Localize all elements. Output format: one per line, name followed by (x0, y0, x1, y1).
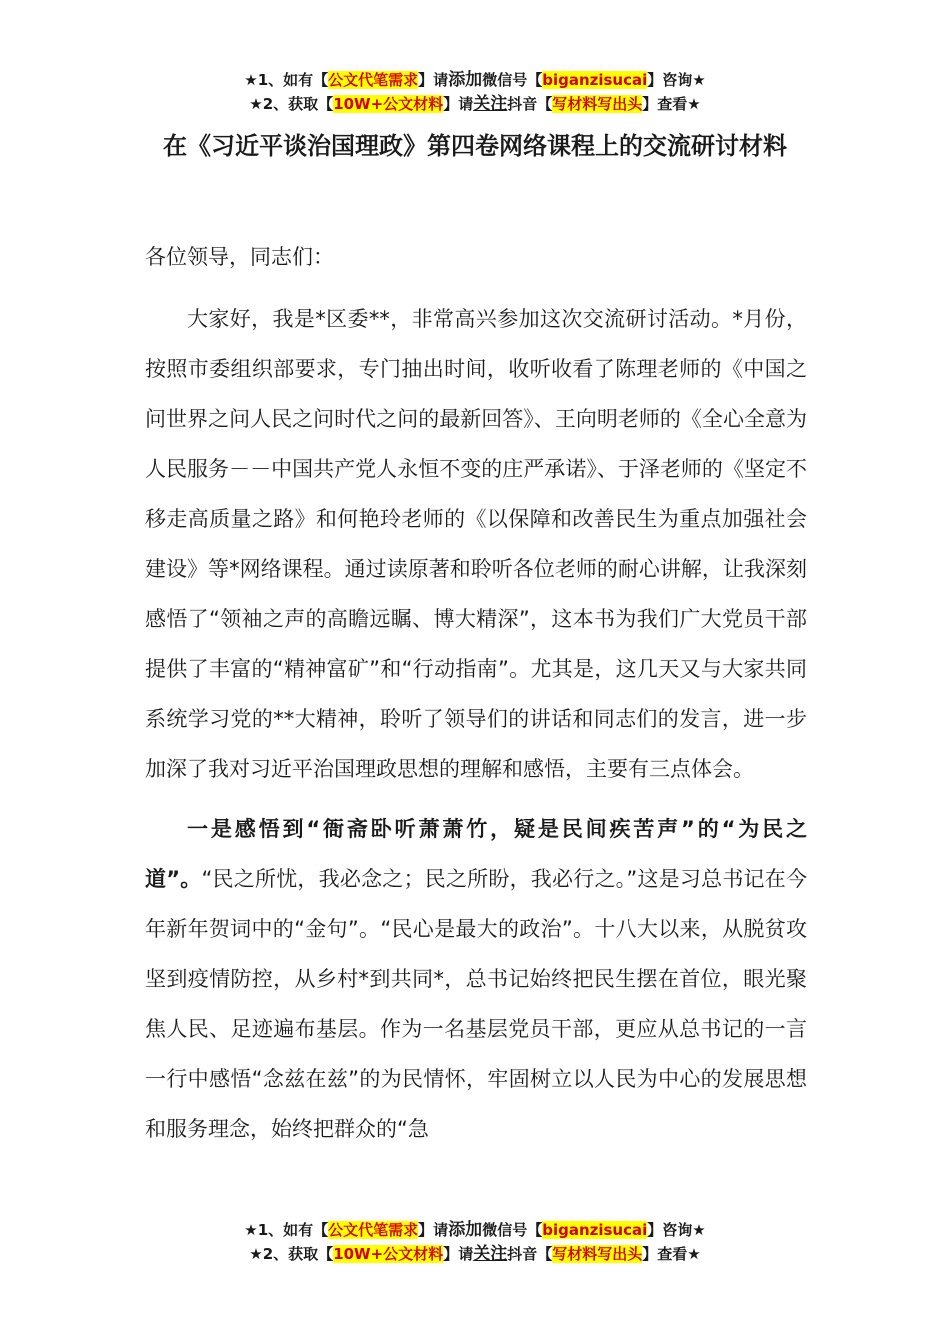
banner-highlight-materials: 10W+公文材料 (333, 95, 444, 113)
footer-line-1-mid2: 微信号【 (482, 1221, 543, 1239)
banner-line-1-mid1: 】请 (418, 71, 449, 89)
banner-emphasis-follow: 关注 (473, 94, 508, 114)
paragraph-2-heading: 一是感悟到“衙斋卧听萧萧竹，疑是民间疾苦声”的“为民之道”。 (145, 817, 807, 891)
footer-line-2-mid2: 抖音【 (507, 1245, 553, 1263)
footer-line-1-suffix: 】咨询★ (647, 1221, 706, 1239)
document-body (145, 232, 807, 1164)
document-title: 在《习近平谈治国理政》第四卷网络课程上的交流研讨材料 (163, 132, 787, 160)
banner-emphasis-add: 添加 (448, 70, 483, 90)
banner-line-1 (0, 68, 950, 92)
footer-emphasis-add: 添加 (448, 1220, 483, 1240)
footer-line-2-prefix: ★2、获取【 (249, 1245, 334, 1263)
paragraph-2-body: “民之所忧，我必念之；民之所盼，我必行之。”这是习总书记在今年新年贺词中的“金句”。“民心是最大的政治”。十八大以来，从脱贫攻坚到疫情防控，从乡村*到共同*，总书记始终把民生摆在首位，眼光聚焦人民、足迹遍布基层。作为一名基层党员干部，更应从总书记的一言一行中感悟“念兹在兹”的为民情怀，牢固树立以人民为中心的发展思想和服务理念，始终把群众的“急 (145, 867, 807, 1141)
footer-line-1-prefix: ★1、如有【 (244, 1221, 329, 1239)
banner-highlight-service: 公文代笔需求 (328, 71, 419, 89)
footer-line-2-mid1: 】请 (443, 1245, 474, 1263)
banner-line-2-prefix: ★2、获取【 (249, 95, 334, 113)
footer-banner-line-2 (0, 1242, 950, 1266)
paragraph-1: 大家好，我是*区委**，非常高兴参加这次交流研讨活动。*月份，按照市委组织部要求，专门抽出时间，收听收看了陈理老师的《中国之问世界之问人民之问时代之问的最新回答》、王向明老师的《全心全意为人民服务－－中国共产党人永恒不变的庄严承诺》、于泽老师的《坚定不移走高质量之路》和何艳玲老师的《以保障和改善民生为重点加强社会建设》等*网络课程。通过读原著和聆听各位老师的耐心讲解，让我深刻感悟了“领袖之声的高瞻远瞩、博大精深”，这本书为我们广大党员干部提供了丰富的“精神富矿”和“行动指南”。尤其是，这几天又与大家共同系统学习党的**大精神，聆听了领导们的讲话和同志们的发言，进一步加深了我对习近平治国理政思想的理解和感悟，主要有三点体会。 (145, 307, 807, 781)
footer-emphasis-follow: 关注 (473, 1244, 508, 1264)
banner-line-2-mid2: 抖音【 (507, 95, 553, 113)
footer-highlight-wechat: biganzisucai (542, 1221, 648, 1239)
banner-line-2-suffix: 】查看★ (642, 95, 701, 113)
paragraph-2 (145, 804, 807, 1154)
banner-highlight-wechat: biganzisucai (542, 71, 648, 89)
banner-line-1-mid2: 微信号【 (482, 71, 543, 89)
greeting: 各位领导，同志们： (145, 245, 334, 269)
footer-line-1-mid1: 】请 (418, 1221, 449, 1239)
banner-highlight-douyin: 写材料写出头 (552, 95, 643, 113)
banner-line-2 (0, 92, 950, 116)
banner-line-1-prefix: ★1、如有【 (244, 71, 329, 89)
footer-banner (0, 1218, 950, 1266)
footer-highlight-materials: 10W+公文材料 (333, 1245, 444, 1263)
footer-highlight-service: 公文代笔需求 (328, 1221, 419, 1239)
footer-highlight-douyin: 写材料写出头 (552, 1245, 643, 1263)
banner-line-2-mid1: 】请 (443, 95, 474, 113)
header-banner (0, 68, 950, 116)
footer-line-2-suffix: 】查看★ (642, 1245, 701, 1263)
footer-banner-line-1 (0, 1218, 950, 1242)
banner-line-1-suffix: 】咨询★ (647, 71, 706, 89)
